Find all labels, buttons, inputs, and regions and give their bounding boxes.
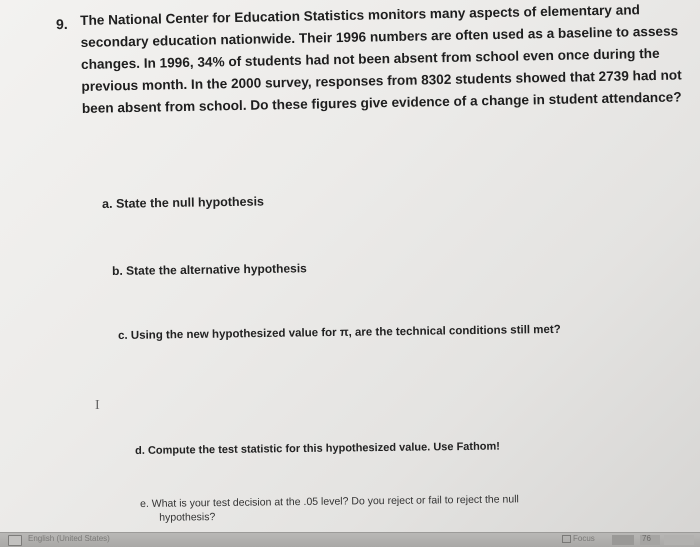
focus-label: Focus — [573, 534, 595, 543]
question-line: been absent from school. Do these figures give evidence of a change in student attendance? — [81, 89, 682, 116]
part-b-alternative-hypothesis: b. State the alternative hypothesis — [112, 261, 307, 278]
part-e-line: hypothesis? — [159, 511, 216, 524]
part-e-test-decision — [140, 492, 519, 525]
question-line: previous month. In the 2000 survey, responses from 8302 students showed that 2739 had not — [81, 67, 682, 94]
text-cursor-icon: I — [95, 398, 100, 413]
question-text — [80, 0, 694, 120]
print-layout-view-button[interactable] — [612, 535, 634, 545]
question-line: The National Center for Education Statistics monitors many aspects of elementary and — [80, 2, 640, 28]
part-a-null-hypothesis: a. State the null hypothesis — [102, 194, 265, 211]
zoom-slider[interactable] — [664, 535, 694, 545]
part-d-test-statistic: d. Compute the test statistic for this hypothesized value. Use Fathom! — [135, 440, 501, 457]
proofing-icon[interactable] — [8, 535, 22, 546]
focus-icon — [562, 535, 571, 543]
part-c-technical-conditions: c. Using the new hypothesized value for π, are the technical conditions still met? — [118, 323, 561, 342]
focus-button[interactable] — [562, 534, 595, 543]
language-indicator[interactable]: English (United States) — [28, 534, 110, 543]
status-bar — [0, 532, 700, 547]
part-e-line: e. What is your test decision at the .05 level? Do you reject or fail to reject the null — [140, 493, 519, 510]
zoom-level: 76 — [642, 534, 651, 543]
question-number: 9. — [55, 15, 68, 33]
question-line: secondary education nationwide. Their 1996 numbers are often used as a baseline to assess — [80, 23, 679, 50]
question-line: changes. In 1996, 34% of students had not been absent from school even once during the — [80, 45, 660, 72]
